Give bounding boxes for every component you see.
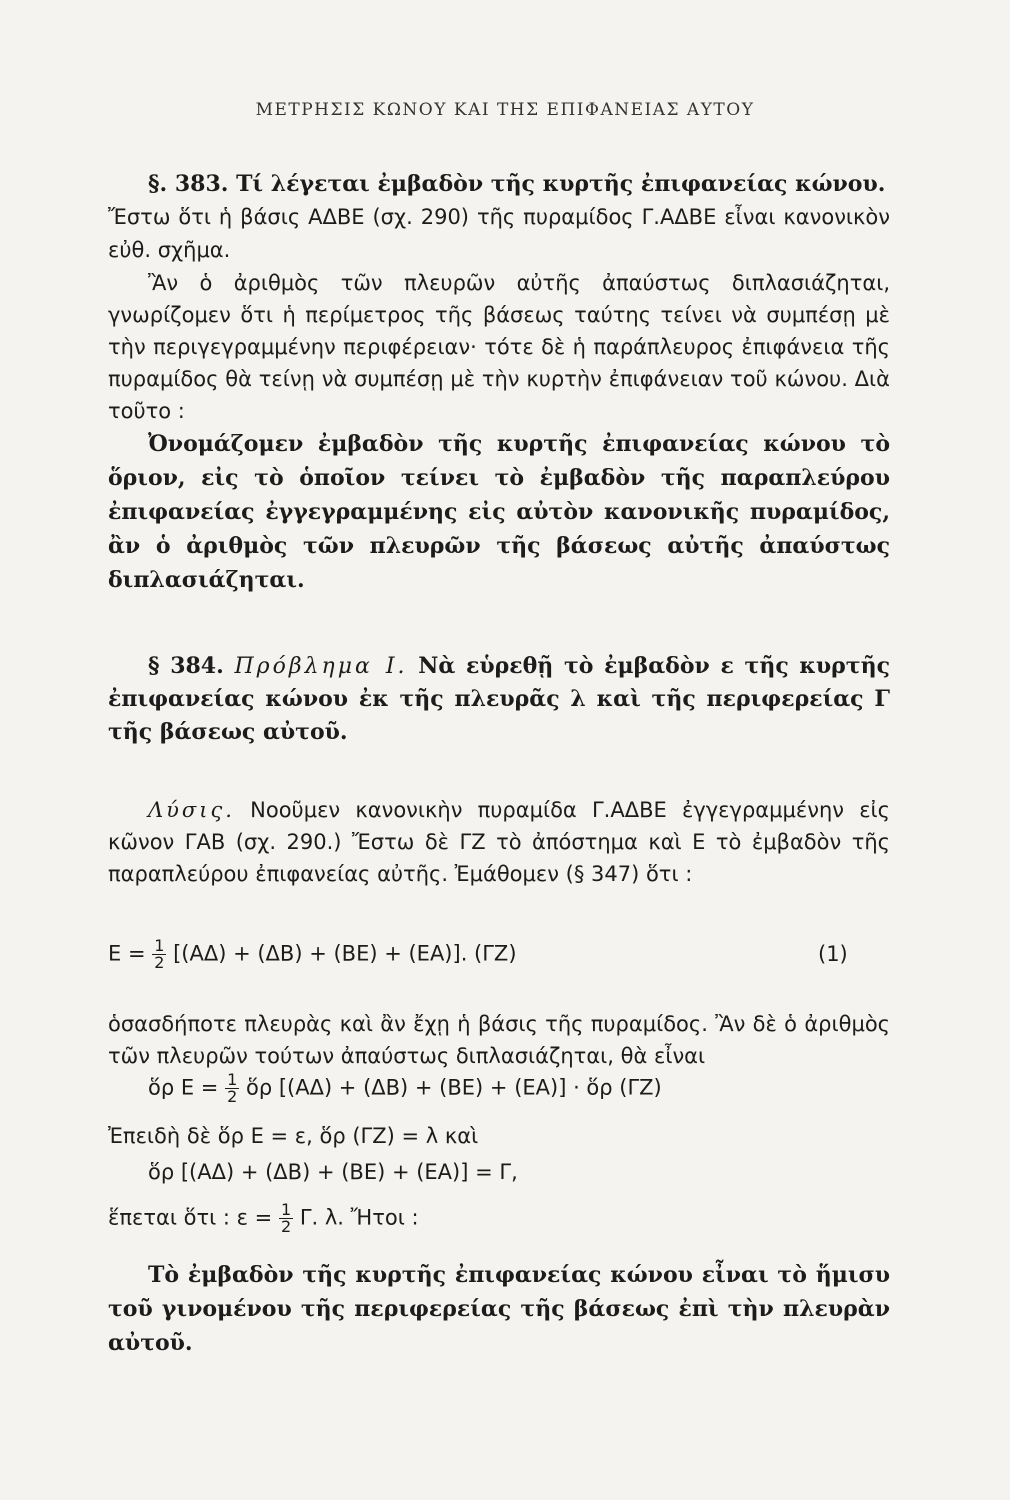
eq5-frac-den: 2 [280, 1217, 292, 1236]
section-383 [108, 168, 890, 597]
eq2-rhs: ὅρ [(ΑΔ) + (ΔΒ) + (ΒΕ) + (ΕΑ)] · ὅρ (ΓΖ) [245, 1075, 662, 1100]
eq2-frac-num: 1 [227, 1070, 238, 1089]
conclusion-theorem: Τὸ ἐμβαδὸν τῆς κυρτῆς ἐπιφανείας κώνου εἶναι τὸ ἥμισυ τοῦ γινομένου τῆς περιφερείας τῆς βάσεως ἐπὶ τὴν πλευρὰν αὐτοῦ. [108, 1262, 890, 1356]
section-383-para-2: Ἂν ὁ ἀριθμὸς τῶν πλευρῶν αὐτῆς ἀπαύστως διπλασιάζηται, γνωρίζομεν ὅτι ἡ περίμετρος τῆς βάσεως ταύτης τείνει νὰ συμπέσῃ μὲ τὴν περιγεγραμμένην περιφέρειαν· τότε δὲ ἡ παράπλευρος ἐπιφάνεια τῆς πυραμίδος θὰ τείνῃ νὰ συμπέσῃ μὲ τὴν κυρτὴν ἐπιφάνειαν τοῦ κώνου. Διὰ τοῦτο : [108, 271, 890, 423]
equation-4: ὅρ [(ΑΔ) + (ΔΒ) + (ΒΕ) + (ΕΑ)] = Γ, [148, 1160, 518, 1184]
problem-label: Πρόβλημα I. [234, 654, 408, 679]
equation-5 [108, 1202, 419, 1235]
eq1-lhs: Ε = [108, 941, 146, 966]
equation-1 [108, 938, 517, 971]
eq5-rhs: Γ. λ. Ἤτοι : [299, 1205, 419, 1230]
eq2-lhs: ὅρ Ε = [148, 1075, 219, 1100]
solution-text: Νοοῦμεν κανονικὴν πυραμίδα Γ.ΑΔΒΕ ἐγγεγραμμένην εἰς κῶνον ΓΑΒ (σχ. 290.) Ἔστω δὲ ΓΖ τὸ ἀπόστημα καὶ Ε τὸ ἐμβαδὸν τῆς παραπλεύρου ἐπιφανείας αὐτῆς. Ἐμάθομεν (§ 347) ὅτι : [108, 798, 890, 886]
equation-3: Ἐπειδὴ δὲ ὅρ Ε = ε, ὅρ (ΓΖ) = λ καὶ [108, 1124, 479, 1148]
eq1-frac-den: 2 [154, 953, 165, 972]
section-384-heading [108, 650, 890, 749]
eq1-fraction [152, 938, 166, 971]
eq1-frac-num: 1 [154, 936, 165, 955]
eq5-fraction [279, 1202, 293, 1235]
equation-1-number: (1) [818, 942, 848, 966]
eq2-fraction [225, 1072, 239, 1105]
section-383-definition: Ὀνομάζομεν ἐμβαδὸν τῆς κυρτῆς ἐπιφανείας κώνου τὸ ὅριον, εἰς τὸ ὁποῖον τείνει τὸ ἐμβαδὸν τῆς παραπλεύρου ἐπιφανείας ἐγγεγραμμένης εἰς αὐτὸν κανονικῆς πυραμίδος, ἂν ὁ ἀριθμὸς τῶν πλευρῶν τῆς βάσεως αὐτῆς ἀπαύστως διπλασιάζηται. [108, 431, 890, 593]
eq5-lhs: ἕπεται ὅτι : ε = [108, 1205, 273, 1230]
section-383-para-1: Ἔστω ὅτι ἡ βάσις ΑΔΒΕ (σχ. 290) τῆς πυραμίδος Γ.ΑΔΒΕ εἶναι κανονικὸν εὐθ. σχῆμα. [108, 205, 890, 262]
eq2-frac-den: 2 [227, 1087, 238, 1106]
eq1-rhs: [(ΑΔ) + (ΔΒ) + (ΒΕ) + (ΕΑ)]. (ΓΖ) [173, 941, 517, 966]
solution-label: Λύσις. [148, 798, 235, 822]
running-header: ΜΕΤΡΗΣΙΣ ΚΩΝΟΥ ΚΑΙ ΤΗΣ ΕΠΙΦΑΝΕΙΑΣ ΑΥΤΟΥ [255, 100, 755, 120]
eq5-frac-num: 1 [280, 1200, 292, 1219]
after-equation-1: ὁσασδήποτε πλευρὰς καὶ ἂν ἔχῃ ἡ βάσις τῆς πυραμίδος. Ἂν δὲ ὁ ἀριθμὸς τῶν πλευρῶν τούτων ἀπαύστως διπλασιάζηται, θὰ εἶναι [108, 1012, 890, 1068]
section-383-heading: §. 383. Τί λέγεται ἐμβαδὸν τῆς κυρτῆς ἐπιφανείας κώνου. [148, 171, 886, 197]
equation-2 [148, 1072, 662, 1105]
solution-paragraph [108, 794, 890, 890]
section-384-number: § 384. [148, 653, 224, 679]
problem-statement: Νὰ εὑρεθῇ τὸ ἐμβαδὸν ε τῆς κυρτῆς ἐπιφανείας κώνου ἐκ τῆς πλευρᾶς λ καὶ τῆς περιφερείας Γ τῆς βάσεως αὐτοῦ. [108, 653, 891, 745]
